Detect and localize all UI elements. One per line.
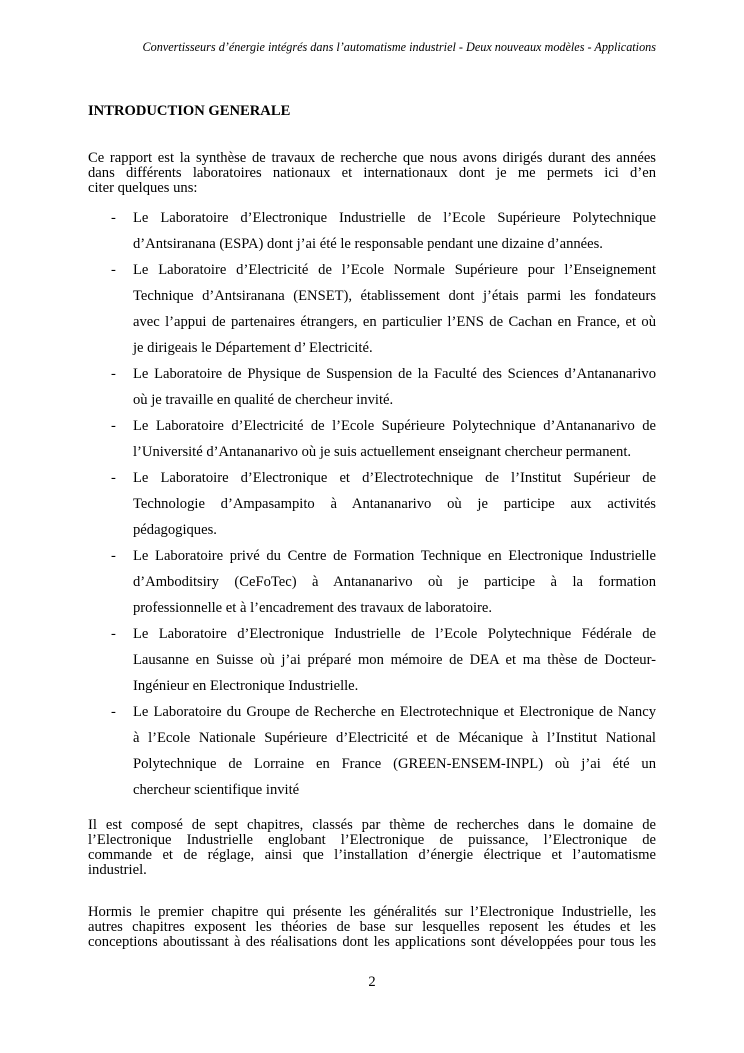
text-line: autres chapitres exposent les théories de base sur lesquelles reposent les études et les — [88, 919, 656, 935]
list-item — [88, 465, 656, 543]
text-line: chercheur scientifique invité — [133, 782, 300, 798]
text-line: Ce rapport est la synthèse de travaux de recherche que nous avons dirigés durant des années — [88, 150, 656, 166]
text-line: l’Electronique Industrielle englobant l’Electronique de puissance, l’Electronique de — [88, 832, 656, 848]
bullet-dash: - — [111, 626, 116, 642]
text-line: Le Laboratoire d’Electronique Industrielle de l’Ecole Polytechnique Fédérale de — [133, 626, 656, 642]
text-line: Hormis le premier chapitre qui présente les généralités sur l’Electronique Industrielle, les — [88, 904, 656, 920]
text-line: Polytechnique de Lorraine en France (GREEN-ENSEM-INPL) où j’ai été un — [133, 756, 656, 772]
text-line: Technologie d’Ampasampito à Antananarivo où je participe aux activités — [133, 496, 656, 512]
text-line: Technique d’Antsiranana (ENSET), établissement dont j’étais parmi les fondateurs — [133, 288, 656, 304]
text-line: Le Laboratoire de Physique de Suspension de la Faculté des Sciences d’Antananarivo — [133, 366, 656, 382]
text-line: commande et de réglage, ainsi que l’installation d’énergie électrique et l’automatisme — [88, 847, 656, 863]
text-line: Le Laboratoire privé du Centre de Formation Technique en Electronique Industrielle — [133, 548, 656, 564]
bullet-dash: - — [111, 548, 116, 564]
text-line: Le Laboratoire d’Electronique Industrielle de l’Ecole Supérieure Polytechnique — [133, 210, 656, 226]
text-line: Le Laboratoire d’Electricité de l’Ecole Normale Supérieure pour l’Enseignement — [133, 262, 656, 278]
list-item — [88, 621, 656, 699]
text-line: Ingénieur en Electronique Industrielle. — [133, 678, 359, 694]
bullet-dash: - — [111, 262, 116, 278]
list-item — [88, 361, 656, 413]
list-item — [88, 699, 656, 803]
bullet-dash: - — [111, 418, 116, 434]
laboratory-list — [88, 205, 656, 803]
text-line: l’Université d’Antananarivo où je suis actuellement enseignant chercheur permanent. — [133, 444, 632, 460]
running-header: Convertisseurs d’énergie intégrés dans l’automatisme industriel - Deux nouveaux modèles - Applications — [142, 40, 656, 54]
text-line: dans différents laboratoires nationaux et internationaux dont je me permets ici d’en — [88, 165, 656, 181]
text-line: Le Laboratoire d’Electronique et d’Electrotechnique de l’Institut Supérieur de — [133, 470, 656, 486]
list-item — [88, 257, 656, 361]
bullet-dash: - — [111, 210, 116, 226]
text-line: je dirigeais le Département d’ Electricité. — [133, 340, 373, 356]
text-line: industriel. — [88, 862, 147, 878]
text-line: à l’Ecole Nationale Supérieure d’Electricité et de Mécanique à l’Institut National — [133, 730, 656, 746]
overview-paragraph — [88, 905, 656, 950]
text-line: citer quelques uns: — [88, 180, 198, 196]
text-line: pédagogiques. — [133, 522, 217, 538]
chapters-paragraph — [88, 818, 656, 878]
intro-paragraph — [88, 151, 656, 196]
bullet-dash: - — [111, 470, 116, 486]
text-line: avec l’appui de partenaires étrangers, en particulier l’ENS de Cachan en France, et où — [133, 314, 656, 330]
text-line: Il est composé de sept chapitres, classés par thème de recherches dans le domaine de — [88, 817, 656, 833]
list-item — [88, 413, 656, 465]
page-number: 2 — [368, 974, 376, 990]
bullet-dash: - — [111, 704, 116, 720]
section-title: INTRODUCTION GENERALE — [88, 103, 291, 119]
text-line: Le Laboratoire d’Electricité de l’Ecole Supérieure Polytechnique d’Antananarivo de — [133, 418, 656, 434]
text-line: Le Laboratoire du Groupe de Recherche en Electrotechnique et Electronique de Nancy — [133, 704, 656, 720]
text-line: professionnelle et à l’encadrement des travaux de laboratoire. — [133, 600, 493, 616]
text-line: Lausanne en Suisse où j’ai préparé mon mémoire de DEA et ma thèse de Docteur- — [133, 652, 656, 668]
list-item — [88, 205, 656, 257]
bullet-dash: - — [111, 366, 116, 382]
text-line: d’Amboditsiry (CeFoTec) à Antananarivo où je participe à la formation — [133, 574, 656, 590]
list-item — [88, 543, 656, 621]
text-line: où je travaille en qualité de chercheur invité. — [133, 392, 394, 408]
text-line: d’Antsiranana (ESPA) dont j’ai été le responsable pendant une dizaine d’années. — [133, 236, 603, 252]
text-line: conceptions aboutissant à des réalisations dont les applications sont développées pour tous les — [88, 934, 656, 950]
